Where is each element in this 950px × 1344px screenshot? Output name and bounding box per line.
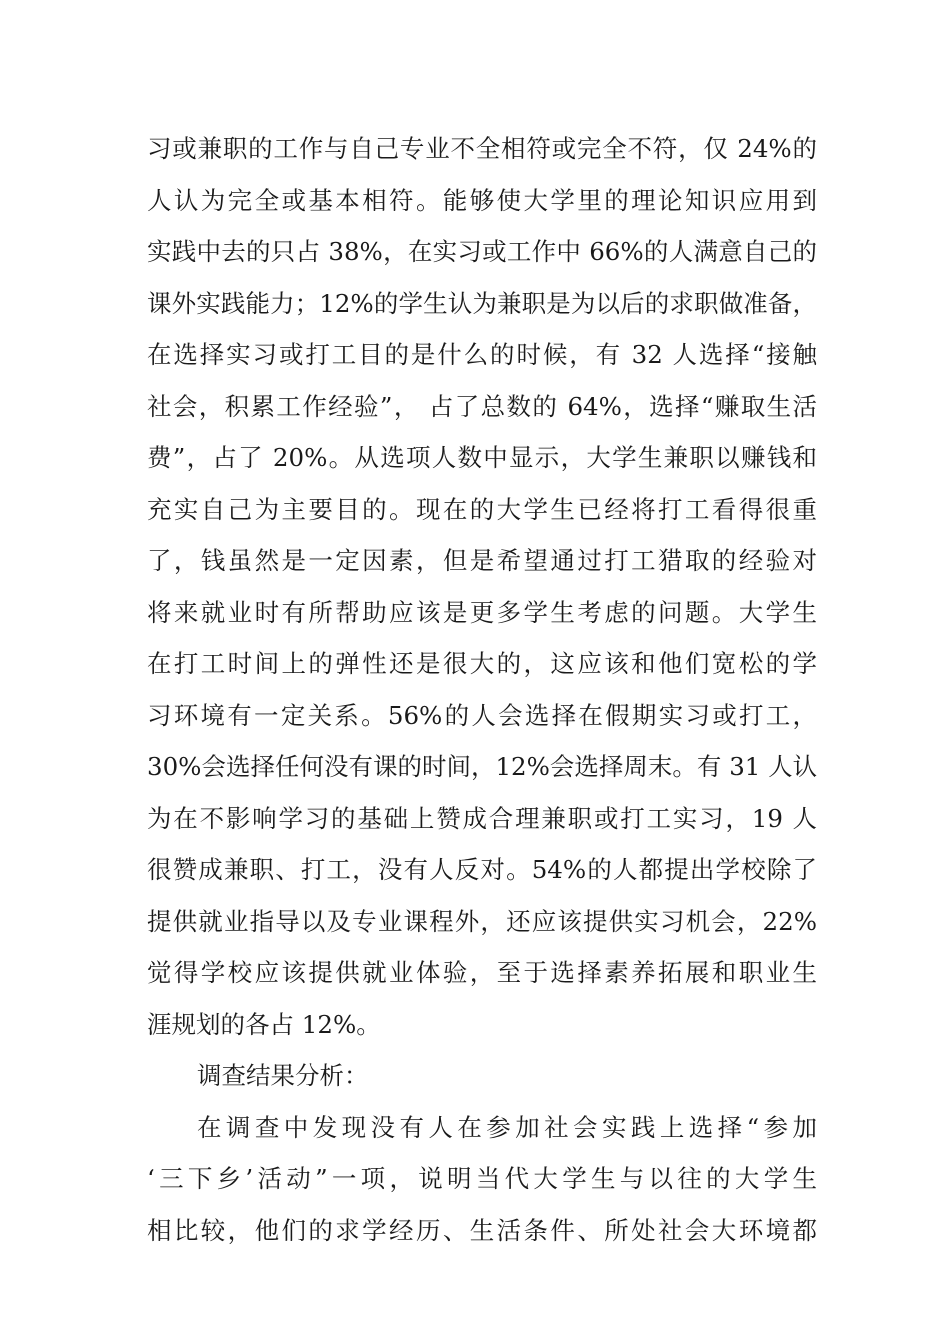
section-heading: 调查结果分析： bbox=[197, 1061, 369, 1090]
text-line: 实践中去的只占 38%，在实习或工作中 66%的人满意自己的 bbox=[147, 237, 817, 266]
text-line: 充实自己为主要目的。现在的大学生已经将打工看得很重 bbox=[147, 494, 817, 524]
text-line: 习环境有一定关系。56%的人会选择在假期实习或打工， bbox=[147, 700, 817, 730]
text-line: 将来就业时有所帮助应该是更多学生考虑的问题。大学生 bbox=[147, 597, 817, 627]
text-line: 30%会选择任何没有课的时间，12%会选择周末。有 31 人认 bbox=[147, 752, 818, 781]
text-line: 在打工时间上的弹性还是很大的，这应该和他们宽松的学 bbox=[147, 649, 817, 678]
text-line: 相比较，他们的求学经历、生活条件、所处社会大环境都 bbox=[147, 1215, 817, 1245]
text-line: 在调查中发现没有人在参加社会实践上选择“参加 bbox=[197, 1112, 817, 1142]
text-line: 提供就业指导以及专业课程外，还应该提供实习机会，22% bbox=[147, 906, 817, 936]
text-line: 为在不影响学习的基础上赞成合理兼职或打工实习，19 人 bbox=[147, 803, 817, 833]
text-line: 涯规划的各占 12%。 bbox=[147, 1009, 381, 1039]
text-line: 了，钱虽然是一定因素，但是希望通过打工猎取的经验对 bbox=[147, 546, 817, 575]
text-line: 习或兼职的工作与自己专业不全相符或完全不符，仅 24%的 bbox=[147, 134, 817, 163]
text-line: ‘三下乡’活动”一项，说明当代大学生与以往的大学生 bbox=[147, 1164, 817, 1193]
text-line: 在选择实习或打工目的是什么的时候，有 32 人选择“接触 bbox=[147, 340, 817, 369]
text-line: 人认为完全或基本相符。能够使大学里的理论知识应用到 bbox=[147, 185, 817, 215]
text-line: 费”，占了 20%。从选项人数中显示，大学生兼职以赚钱和 bbox=[147, 443, 817, 472]
text-line: 很赞成兼职、打工，没有人反对。54%的人都提出学校除了 bbox=[147, 855, 817, 884]
text-line: 觉得学校应该提供就业体验，至于选择素养拓展和职业生 bbox=[147, 958, 817, 987]
text-line: 课外实践能力；12%的学生认为兼职是为以后的求职做准备， bbox=[147, 288, 817, 318]
body-text bbox=[147, 128, 817, 1261]
text-line: 社会，积累工作经验”， 占了总数的 64%，选择“赚取生活 bbox=[147, 391, 817, 421]
